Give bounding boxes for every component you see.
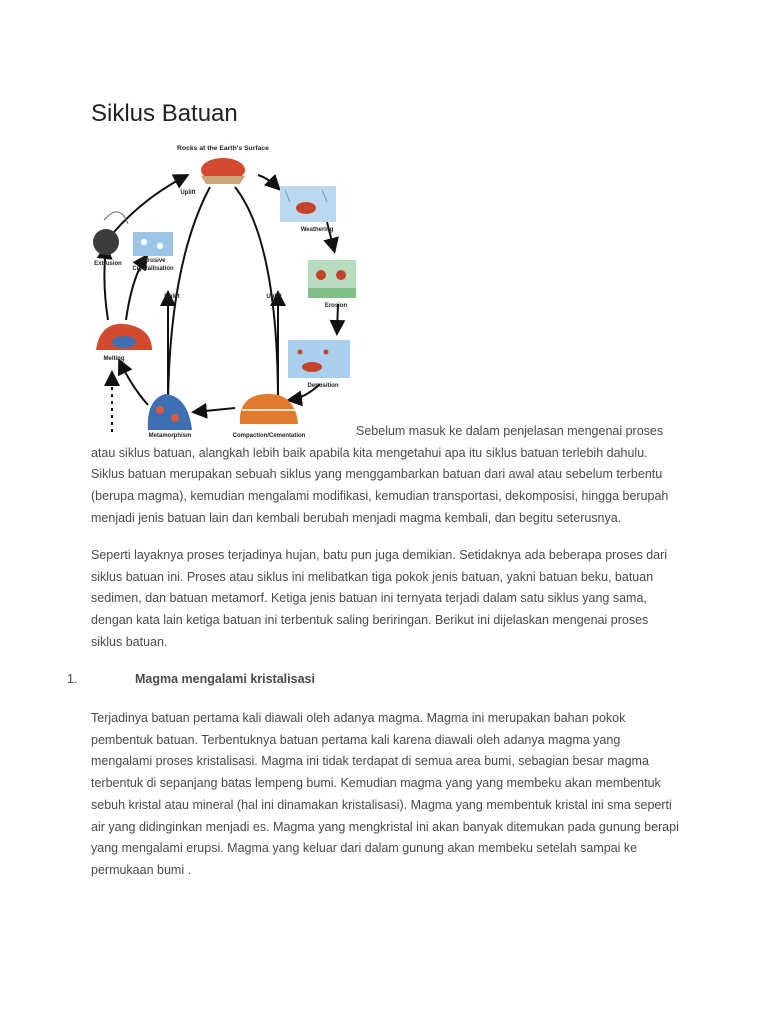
label-uplift-top: Uplift [180, 190, 196, 196]
paragraph-magma: Terjadinya batuan pertama kali diawali oleh adanya magma. Magma ini merupakan bahan pokok pembentuk batuan. Terbentuknya batuan pertama kali karena diawali oleh adanya magma yang mengalami proses kristalisasi. Magma ini tidak terdapat di semua area bumi, sebagian besar magma terbentuk di sepanjang batas lempeng bumi. Kemudian magma yang yang membeku akan membentuk sebuh kristal atau mineral (hal ini dinamakan kristalisasi). Magma yang membentuk kristal ini sma seperti air yang didinginkan menjadi es. Magma yang mengkristal ini akan banyak ditemukan pada gunung berapi yang mengalami erupsi. Magma yang keluar dari dalam gunung akan membeku setelah sampai ke permukaan bumi . [91, 711, 679, 877]
label-uplift-right: Uplift [266, 294, 282, 300]
rock-compaction [240, 394, 298, 424]
rock-extrusion [93, 229, 119, 255]
label-intrusive: Intrusive [140, 258, 166, 264]
rock-surface [201, 158, 245, 184]
rock-intrusive [133, 232, 173, 256]
label-weathering: Weathering [300, 227, 334, 233]
label-erosion: Erosion [324, 303, 348, 309]
label-deposition: Deposition [307, 383, 339, 389]
label-crystallisation: Crystallisation [132, 266, 174, 272]
page-title: Siklus Batuan [91, 100, 238, 127]
label-uplift-left: Uplift [164, 294, 180, 300]
label-rocks-surface: Rocks at the Earth's Surface [177, 145, 269, 152]
paragraph-intro: Sebelum masuk ke dalam penjelasan mengenai proses atau siklus batuan, alangkah lebih baik apabila kita mengetahui apa itu siklus batuan terlebih dahulu. Siklus batuan merupakan sebuah siklus yang menggambarkan batuan dari awal atau sebelum terbentu (berupa magma), kemudian mengalami modifikasi, kemudian transportasi, dekomposisi, hingga berupah menjadi jenis batuan lain dan kembali berubah menjadi magma kembali, dan begitu seterusnya. [91, 424, 669, 525]
rock-melting [96, 324, 152, 350]
rock-weathering [280, 186, 336, 222]
rock-deposition [288, 340, 350, 378]
list-item-number: 1. [67, 672, 78, 686]
label-extrusion: Extrusion [94, 261, 122, 267]
paragraph-process: Seperti layaknya proses terjadinya hujan, batu pun juga demikian. Setidaknya ada beberapa proses dari siklus batuan ini. Proses atau siklus ini melibatkan tiga pokok jenis batuan, yakni batuan beku, batuan sedimen, dan batuan metamorf. Ketiga jenis batuan ini ternyata terjadi dalam satu siklus yang sama, dengan kata lain ketiga batuan ini terbentuk saling beriringan. Berikut ini dijelaskan mengenai proses siklus batuan. [91, 548, 668, 649]
rock-cycle-diagram [90, 142, 356, 440]
rock-erosion [308, 260, 356, 298]
label-melting: Melting [103, 356, 125, 362]
label-metamorphism: Metamorphism [148, 433, 192, 439]
list-item-title: Magma mengalami kristalisasi [135, 672, 315, 686]
label-compaction: Compaction/Cementation [232, 433, 306, 439]
